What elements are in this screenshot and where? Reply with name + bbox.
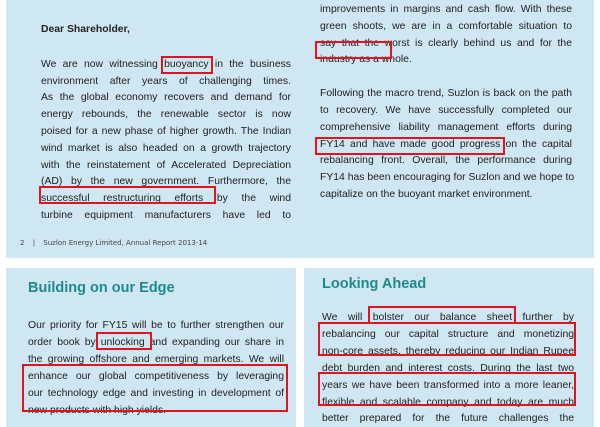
footer-text: Suzlon Energy Limited, Annual Report 2013-14 bbox=[43, 239, 208, 247]
looking-ahead-panel bbox=[304, 268, 594, 427]
section-heading: Building on our Edge bbox=[28, 280, 175, 296]
text-line: capitalize on the buoyant market environment. bbox=[320, 188, 533, 200]
text-line: FY14 has been encouraging for Suzlon and we hope to bbox=[320, 172, 575, 184]
section-body bbox=[322, 310, 574, 427]
text-line: As the global economy recovers and demand for bbox=[41, 92, 291, 104]
section-heading: Looking Ahead bbox=[322, 276, 427, 292]
text-line: to recovery. We have successfully completed our bbox=[320, 104, 572, 116]
text-line: rebalancing front. Overall, the performance during bbox=[320, 155, 572, 167]
text-line: energy rebounds, the renewable sector is now bbox=[41, 109, 291, 121]
section-body bbox=[28, 318, 284, 419]
text-line: rebalancing our capital structure and monetizing bbox=[322, 328, 574, 340]
text-line: improvements in margins and cash flow. With these bbox=[320, 4, 572, 15]
text-line: with the reinstatement of Accelerated Depreciation bbox=[41, 159, 291, 171]
text-line: FY14 and have made good progress on the capital bbox=[320, 138, 572, 150]
text-line: comprehensive liability management efforts during bbox=[320, 121, 572, 133]
text-line: Our priority for FY15 will be to further strengthen our bbox=[28, 320, 284, 331]
text-line: environment after years of challenging times. bbox=[41, 75, 291, 87]
text-line: industry as a whole. bbox=[320, 54, 412, 66]
footer-separator: | bbox=[32, 239, 36, 247]
text-line: (AD) by the new government. Furthermore, the bbox=[41, 176, 291, 188]
text-line: order book by unlocking and expanding our share in bbox=[28, 336, 284, 348]
text-line: We are now witnessing buoyancy in the business bbox=[41, 58, 291, 70]
text-line: better prepared for the future challenges the bbox=[322, 413, 574, 425]
text-line: new products with high yields. bbox=[28, 404, 167, 416]
text-line: Following the macro trend, Suzlon is back on the path bbox=[320, 88, 572, 100]
text-line: non-core assets, thereby reducing our Indian Rupee bbox=[322, 345, 574, 357]
text-line: poised for a new phase of higher growth. The Indian bbox=[41, 125, 291, 137]
text-line: green shoots, we are in a comfortable situation to bbox=[320, 20, 572, 32]
text-line: We will bolster our balance sheet further by bbox=[322, 312, 574, 323]
text-line: the growing offshore and emerging markets. We will bbox=[28, 353, 284, 365]
text-line: say that the worst is clearly behind us and for the bbox=[320, 37, 572, 49]
text-line: turbine equipment manufacturers have led to bbox=[41, 209, 291, 221]
salutation: Dear Shareholder, bbox=[41, 24, 130, 35]
text-line: successful restructuring efforts by the wind bbox=[41, 193, 291, 205]
letter-right-column bbox=[320, 2, 575, 204]
building-on-our-edge-panel bbox=[6, 268, 296, 427]
text-line: wind market is also headed on a growth trajectory bbox=[41, 142, 291, 154]
page-footer bbox=[20, 239, 213, 247]
text-line: debt burden and interest costs. During the last two bbox=[322, 362, 574, 374]
page-number: 2 bbox=[20, 239, 25, 247]
text-line: our technology edge and investing in development of bbox=[28, 387, 284, 399]
text-line: years we have been transformed into a more leaner, bbox=[322, 379, 574, 391]
text-line: flexible and scalable company and today are much bbox=[322, 396, 574, 408]
letter-panel bbox=[6, 0, 594, 258]
text-line: enhance our global competitiveness by leveraging bbox=[28, 370, 284, 382]
letter-left-column bbox=[41, 22, 291, 225]
